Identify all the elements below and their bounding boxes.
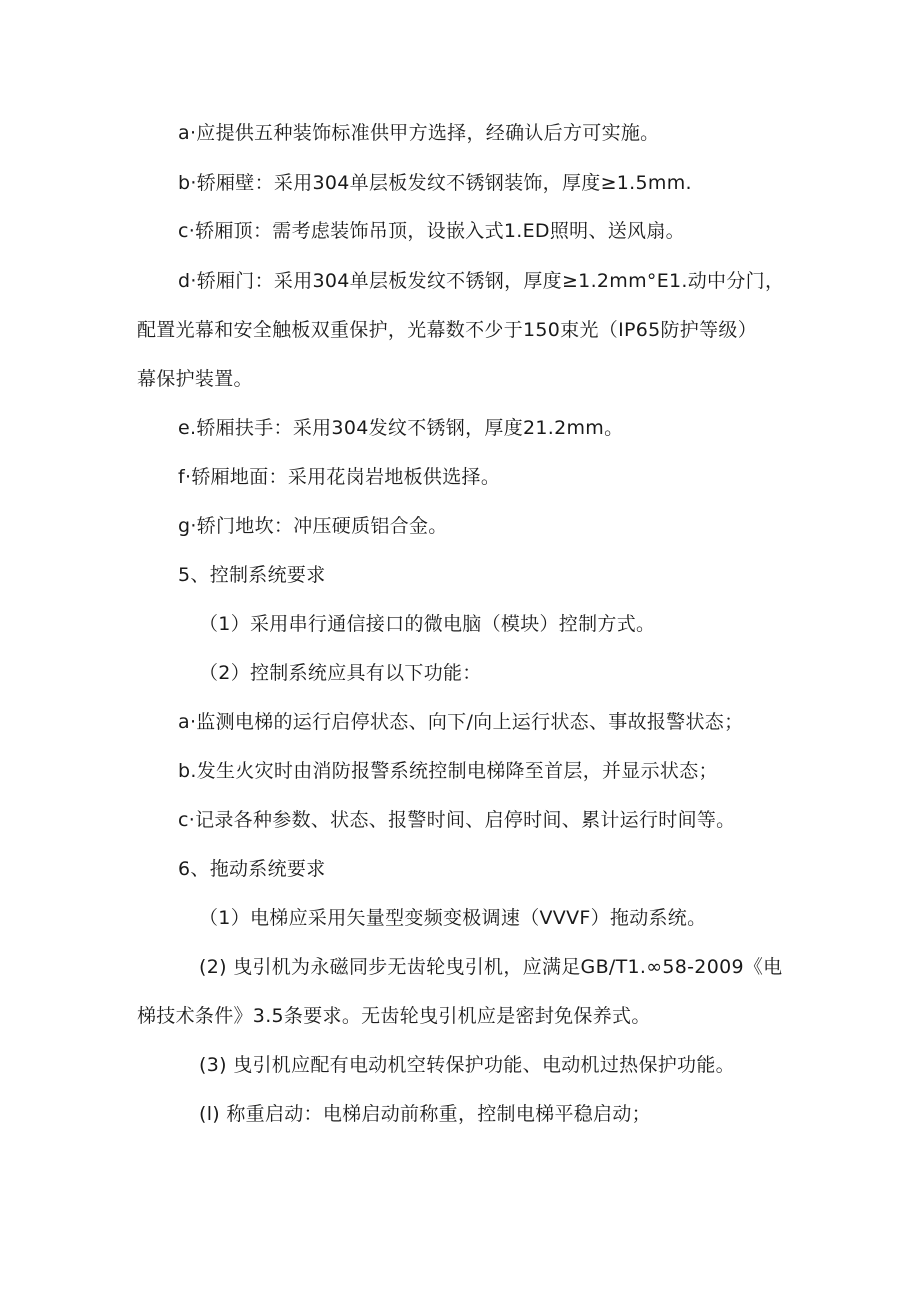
paragraph-line: (l) 称重启动：电梯启动前称重，控制电梯平稳启动； [199, 1103, 651, 1125]
paragraph-line: 配置光幕和安全触板双重保护，光幕数不少于150束光（IP65防护等级） [137, 319, 758, 341]
paragraph-line: f·轿厢地面：采用花岗岩地板供选择。 [178, 466, 501, 488]
paragraph-line: (2) 曳引机为永磁同步无齿轮曳引机，应满足GB/T1.∞58-2009《电 [199, 956, 783, 978]
paragraph-line: g·轿门地坎：冲压硬质铝合金。 [178, 515, 448, 537]
paragraph-line: 梯技术条件》3.5条要求。无齿轮曳引机应是密封免保养式。 [137, 1005, 651, 1027]
paragraph-line: （1）电梯应采用矢量型变频变极调速（VVVF）拖动系统。 [199, 907, 707, 929]
paragraph-line: b.发生火灾时由消防报警系统控制电梯降至首层，并显示状态； [178, 760, 718, 782]
paragraph-line: （1）采用串行通信接口的微电脑（模块）控制方式。 [199, 613, 656, 635]
paragraph-line: c·轿厢顶：需考虑装饰吊顶，设嵌入式1.ED照明、送风扇。 [178, 220, 685, 242]
paragraph-line: e.轿厢扶手：采用304发纹不锈钢，厚度21.2mm。 [178, 417, 624, 439]
paragraph-line: b·轿厢壁：采用304单层板发纹不锈钢装饰，厚度≥1.5mm. [178, 172, 692, 194]
paragraph-line: （2）控制系统应具有以下功能： [199, 662, 482, 684]
paragraph-line: (3) 曳引机应配有电动机空转保护功能、电动机过热保护功能。 [199, 1054, 735, 1076]
paragraph-line: a·应提供五种装饰标准供甲方选择，经确认后方可实施。 [178, 122, 660, 144]
section-heading: 6、拖动系统要求 [178, 858, 326, 880]
paragraph-line: c·记录各种参数、状态、报警时间、启停时间、累计运行时间等。 [178, 809, 736, 831]
paragraph-line: d·轿厢门：采用304单层板发纹不锈钢，厚度≥1.2mm°E1.动中分门， [178, 270, 785, 292]
paragraph-line: a·监测电梯的运行启停状态、向下/向上运行状态、事故报警状态； [178, 711, 744, 733]
section-heading: 5、控制系统要求 [178, 564, 326, 586]
paragraph-line: 幕保护装置。 [137, 368, 253, 390]
